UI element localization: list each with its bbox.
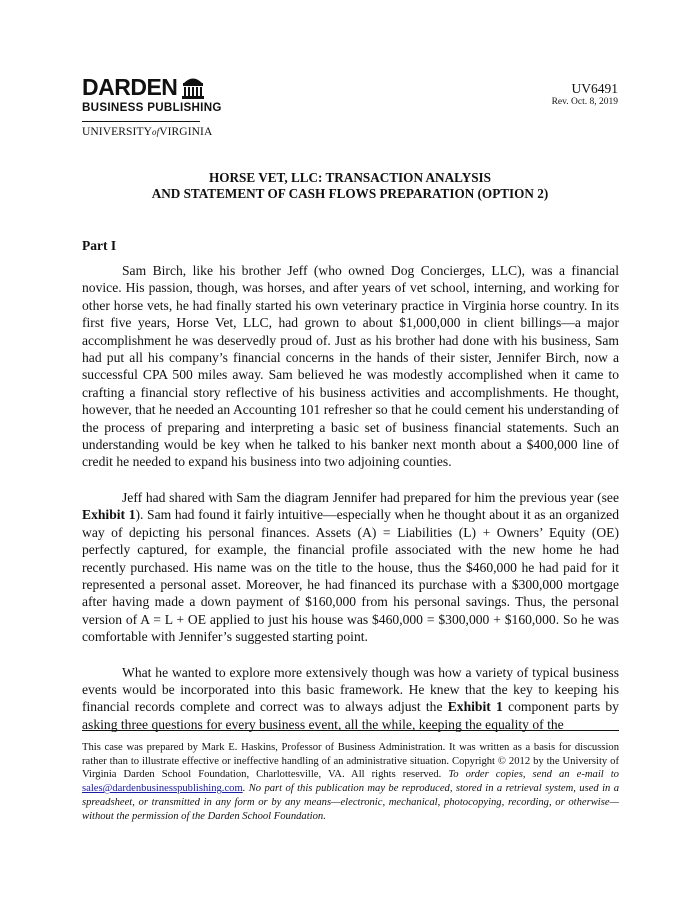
paragraph-3 [82, 664, 619, 734]
exhibit-1-reference: Exhibit 1 [447, 699, 503, 715]
copyright-footnote [82, 741, 619, 823]
paragraph-3-text-a: What he wanted to explore more extensively though was how a variety of typical business events would be incorporated into this basic framework. He knew that the key to keeping his financial records complete and correct was to always adjust the [82, 664, 619, 715]
logo-university [82, 126, 222, 138]
order-email-link[interactable]: sales@dardenbusinesspublishing.com [82, 783, 243, 795]
exhibit-1-reference: Exhibit 1 [82, 507, 136, 523]
case-title-line-1: HORSE VET, LLC: TRANSACTION ANALYSIS [208, 170, 492, 185]
part-heading: Part I [82, 238, 117, 253]
paragraph-1: Sam Birch, like his brother Jeff (who owned Dog Concierges, LLC), was a financial novice. His passion, though, was horses, and after years of vet school, interning, and working for other horse vets, he had finally started his own veterinary practice in Virginia horse country. In its first five years, Horse Vet, LLC, had grown to about $1,000,000 in client billings—a major accomplishment he was deservedly proud of. Just as his brother had done with his business, Sam had put all his company’s financial concerns in the hands of their sister, Jennifer Birch, now a successful CPA 500 miles away. Sam believed he was modestly accomplished when it came to crafting a financial story reflective of his business activities and accomplishments. He thought, however, that he needed an Accounting 101 refresher so that he could cement his understanding of the process of preparing and interpreting a basic set of business financial statements. Such an understanding would be key when he talked to his banker next month about a $400,000 line of credit he needed to expand his business into two adjoining counties. [82, 263, 619, 470]
logo-darden-wordmark: DARDEN [82, 74, 178, 100]
darden-logo [82, 75, 222, 138]
rotunda-icon [181, 75, 205, 99]
case-title [0, 170, 700, 202]
footnote-permission-text: . No part of this publication may be reproduced, stored in a retrieval system, used in a spreadsheet, or transmitted in any form or by any means—electronic, mechanical, photocopying, recording, or otherwise—without the permission of the Darden School Foundation. [82, 783, 619, 822]
logo-divider [82, 121, 200, 122]
logo-university-word: UNIVERSITY [82, 126, 152, 138]
body-text [82, 262, 619, 751]
logo-business-publishing: BUSINESS PUBLISHING [82, 101, 222, 114]
revision-date: Rev. Oct. 8, 2019 [551, 97, 618, 107]
paragraph-2-text-b: ). Sam had found it fairly intuitive—especially when he thought about it as an organized way of depicting his personal finances. Assets (A) = Liabilities (L) + Owners’ Equity (OE) perfectly captured, for example, the financial profile associated with the new home he had recently purchased. His name was on the title to the house, thus the $460,000 he had paid for it represented a personal asset. Moreover, he had financed its purchase with a $300,000 mortgage after having made a down payment of $160,000 from his personal savings. Thus, the personal version of A = L + OE applied to just his house was $460,000 = $300,000 + $160,000. So he was comfortable with Jennifer’s suggested starting point. [82, 507, 620, 645]
logo-virginia-word: VIRGINIA [159, 126, 213, 138]
paragraph-2-text-a: Jeff had shared with Sam the diagram Jennifer had prepared for him the previous year (see [122, 489, 619, 505]
document-id-block [552, 81, 618, 108]
paragraph-2 [82, 489, 619, 646]
logo-university-of: of [152, 127, 160, 137]
paragraph-3-text-b: component parts by asking three questions for every business event, all the while, keeping the equality of the [82, 699, 619, 732]
footnote-text: This case was prepared by Mark E. Haskins, Professor of Business Administration. It was written as a basis for discussion rather than to illustrate effective or ineffective handling of an administrative situation. Copyright © 2012 by the University of Virginia Darden School Foundation, Charlottesville, VA. All rights reserved. [82, 742, 619, 781]
footnote-order-text: To order copies, send an e-mail to [448, 769, 619, 781]
footnote-divider [82, 730, 619, 731]
case-title-line-2: AND STATEMENT OF CASH FLOWS PREPARATION (OPTION 2) [151, 186, 549, 201]
case-number: UV6491 [571, 81, 618, 96]
